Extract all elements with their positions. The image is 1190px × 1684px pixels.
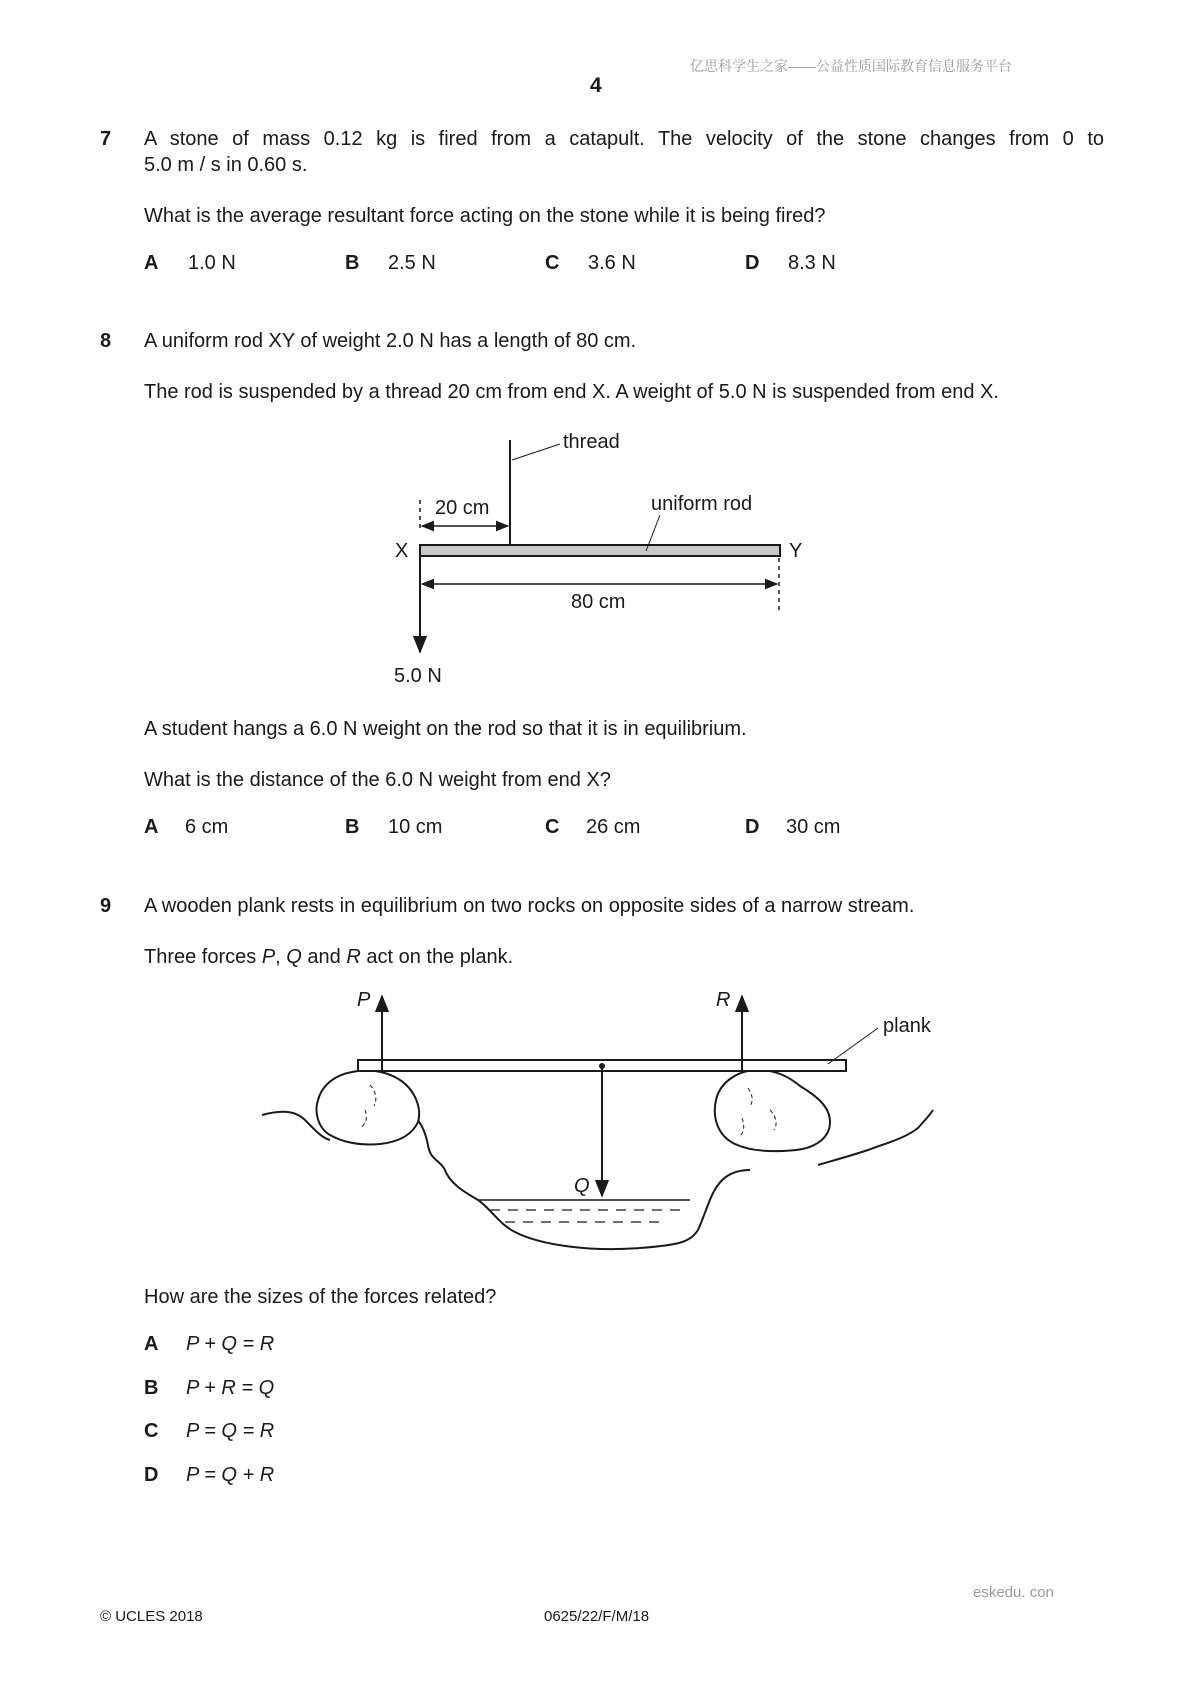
question-text: A wooden plank rests in equilibrium on two rocks on opposite sides of a narrow stream. (144, 895, 915, 917)
right-rock (715, 1070, 830, 1151)
option-b-letter: B (144, 1377, 159, 1399)
thread-leader-line (512, 444, 560, 460)
question-text: 5.0 m / s in 0.60 s. (144, 154, 308, 176)
dimension-20-label: 20 cm (435, 497, 490, 519)
dimension-80-label: 80 cm (571, 591, 626, 613)
option-d-letter: D (745, 252, 760, 274)
option-b-text: P + R = Q (186, 1377, 275, 1399)
question-text: A uniform rod XY of weight 2.0 N has a length of 80 cm. (144, 330, 637, 352)
page-number: 4 (590, 74, 602, 97)
option-c-letter: C (545, 816, 560, 838)
footer-code: 0625/22/F/M/18 (544, 1608, 650, 1625)
option-d-letter: D (745, 816, 760, 838)
option-a-text: 6 cm (185, 816, 229, 838)
end-x-label: X (395, 540, 409, 562)
footer-copyright: © UCLES 2018 (100, 1608, 203, 1625)
option-b-letter: B (345, 816, 360, 838)
question-number: 9 (100, 895, 112, 917)
rod-diagram (0, 0, 1190, 700)
plank-label: plank (883, 1015, 931, 1037)
option-c-letter: C (144, 1420, 159, 1442)
force-p-label: P (357, 989, 371, 1011)
option-a-text: P + Q = R (186, 1333, 275, 1355)
option-a-letter: A (144, 816, 159, 838)
option-c-letter: C (545, 252, 560, 274)
option-c-text: P = Q = R (186, 1420, 275, 1442)
option-c-text: 26 cm (586, 816, 641, 838)
question-prompt: What is the average resultant force acting on the stone while it is being fired? (144, 205, 826, 227)
option-d-letter: D (144, 1464, 159, 1486)
question-text: A student hangs a 6.0 N weight on the rod so that it is in equilibrium. (144, 718, 747, 740)
force-r-label: R (716, 989, 731, 1011)
option-b-text: 10 cm (388, 816, 443, 838)
question-text: Three forces P, Q and R act on the plank. (144, 946, 514, 968)
option-a-letter: A (144, 1333, 159, 1355)
rod-label: uniform rod (651, 493, 753, 515)
left-rock (317, 1070, 420, 1144)
weight-label: 5.0 N (394, 665, 442, 687)
plank-diagram (0, 960, 1190, 1280)
watermark: 亿思科学生之家——公益性质国际教育信息服务平台 (690, 58, 1012, 74)
option-d-text: P = Q + R (186, 1464, 275, 1486)
question-number: 8 (100, 330, 112, 352)
option-b-text: 2.5 N (388, 252, 436, 274)
plank-leader-line (828, 1028, 878, 1064)
option-c-text: 3.6 N (588, 252, 636, 274)
uniform-rod (420, 545, 780, 556)
option-d-text: 8.3 N (788, 252, 836, 274)
thread-label: thread (563, 431, 620, 453)
question-text: A stone of mass 0.12 kg is fired from a catapult. The velocity of the stone changes from 0 to (144, 128, 1104, 150)
question-text: The rod is suspended by a thread 20 cm from end X. A weight of 5.0 N is suspended from end X. (144, 381, 999, 403)
option-b-letter: B (345, 252, 360, 274)
footer-site: eskedu. con (973, 1584, 1054, 1601)
question-prompt: How are the sizes of the forces related? (144, 1286, 497, 1308)
question-prompt: What is the distance of the 6.0 N weight from end X? (144, 769, 611, 791)
option-d-text: 30 cm (786, 816, 841, 838)
option-a-letter: A (144, 252, 159, 274)
option-a-text: 1.0 N (188, 252, 236, 274)
end-y-label: Y (789, 540, 803, 562)
force-q-label: Q (574, 1175, 590, 1197)
question-number: 7 (100, 128, 112, 150)
